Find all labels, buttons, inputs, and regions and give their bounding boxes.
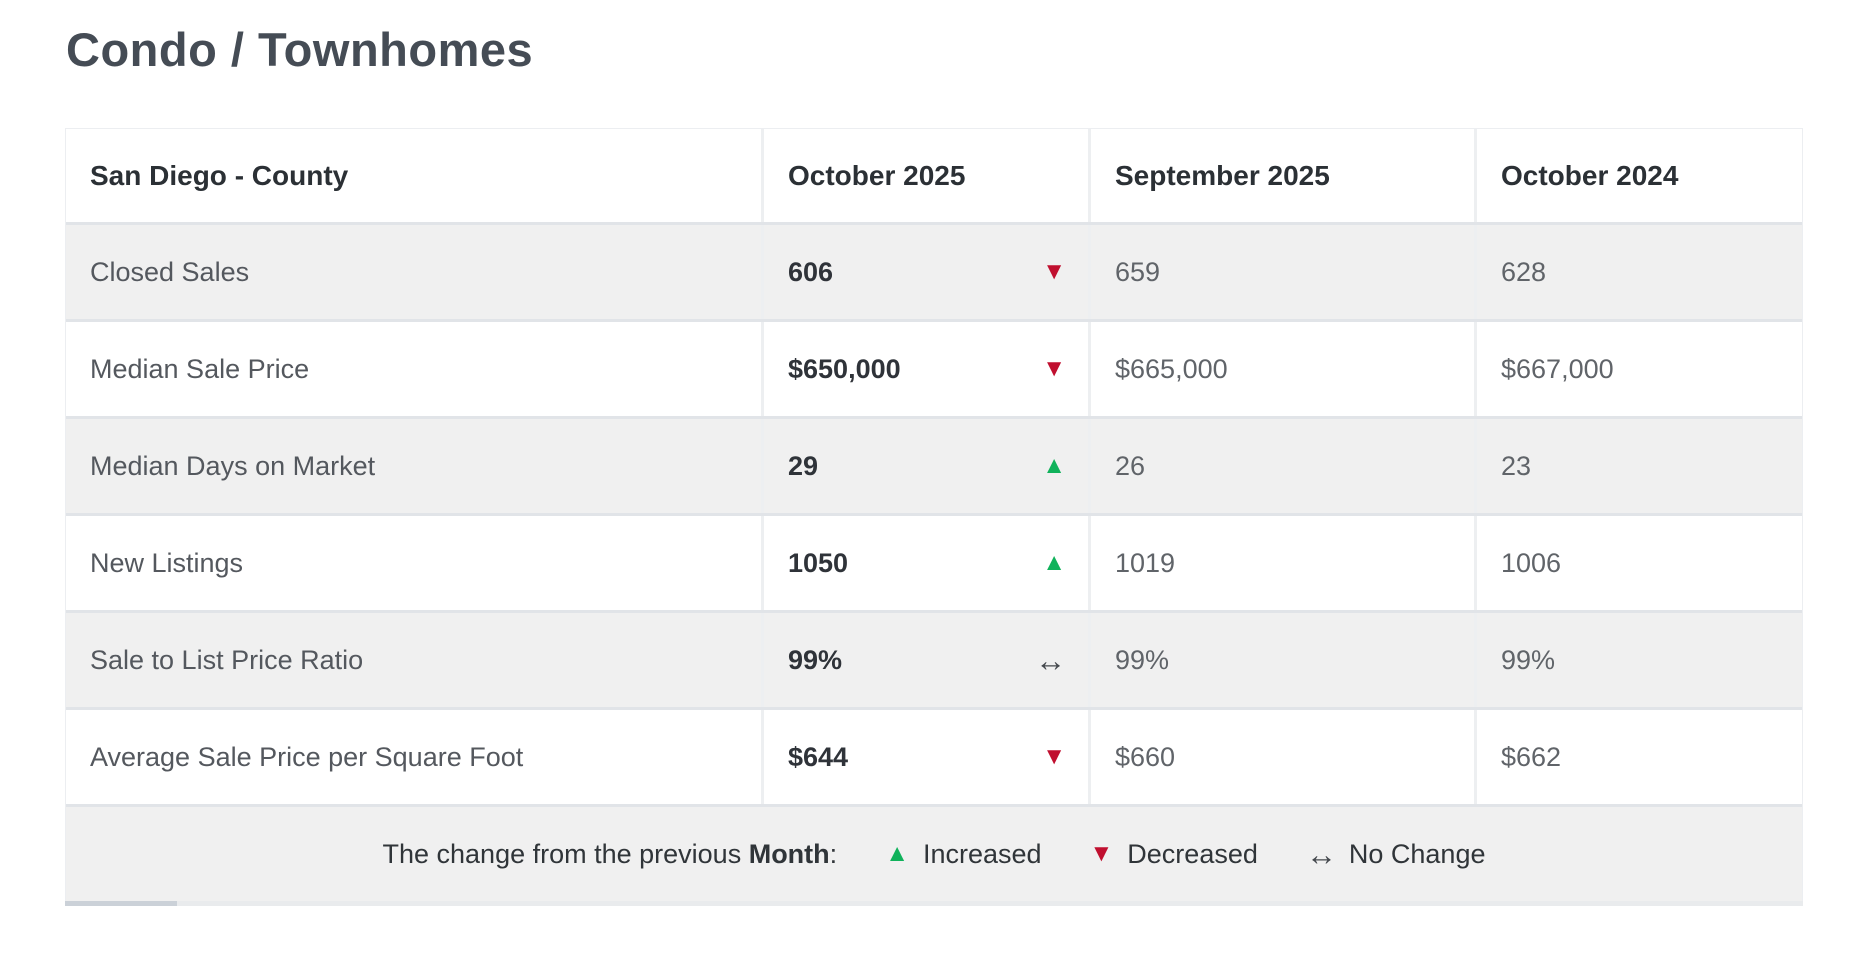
previous-month-value: 99% [1091,613,1477,707]
legend-label: Increased [922,838,1042,869]
page-title: Condo / Townhomes [66,23,534,76]
current-value-cell [764,322,1091,416]
legend-item-no-change [1305,836,1486,872]
legend-label: No Change [1348,838,1486,869]
previous-year-value: 628 [1477,225,1802,319]
previous-month-value: 26 [1091,419,1477,513]
column-header-region: San Diego - County [66,129,764,222]
current-value: 29 [788,450,819,481]
legend-label: Decreased [1127,838,1258,869]
trend-down-icon: ▼ [1042,743,1066,770]
trend-down-icon: ▼ [1042,258,1066,285]
metric-label: Closed Sales [66,225,764,319]
previous-month-value: $660 [1091,710,1477,804]
previous-month-value: $665,000 [1091,322,1477,416]
trend-down-icon: ▼ [1089,840,1114,867]
previous-year-value: 23 [1477,419,1802,513]
metric-label: Median Days on Market [66,419,764,513]
trend-no-change-icon: ↔ [1035,642,1066,678]
current-value-cell [764,613,1091,707]
previous-month-value: 1019 [1091,516,1477,610]
legend-item-decreased [1090,839,1258,870]
current-value-cell [764,419,1091,513]
current-value: $644 [788,741,849,772]
trend-down-icon: ▼ [1042,355,1066,382]
previous-month-value: 659 [1091,225,1477,319]
trend-no-change-icon: ↔ [1305,836,1337,872]
column-header-current-month: October 2025 [764,129,1091,222]
current-value-cell [764,225,1091,319]
current-value: 606 [788,256,834,287]
current-value-cell [764,516,1091,610]
legend-text: The change from the previous Month: [382,838,838,869]
current-value: $650,000 [788,353,901,384]
current-value-cell [764,710,1091,804]
previous-year-value: $662 [1477,710,1802,804]
previous-year-value: $667,000 [1477,322,1802,416]
trend-up-icon: ▲ [1042,549,1066,576]
column-header-previous-year: October 2024 [1477,129,1802,222]
trend-up-icon: ▲ [885,840,909,867]
current-value: 1050 [788,547,849,578]
metric-label: New Listings [66,516,764,610]
scrollbar-thumb[interactable] [65,901,177,906]
metric-label: Sale to List Price Ratio [66,613,764,707]
current-value: 99% [788,644,843,675]
column-header-previous-month: September 2025 [1091,129,1477,222]
previous-year-value: 1006 [1477,516,1802,610]
horizontal-scrollbar[interactable] [65,901,1803,906]
legend-item-increased [885,839,1041,870]
market-stats-table [65,128,1803,902]
legend-bold-word: Month [748,838,830,869]
legend-row [66,807,1802,901]
trend-up-icon: ▲ [1042,452,1066,479]
metric-label: Median Sale Price [66,322,764,416]
previous-year-value: 99% [1477,613,1802,707]
metric-label: Average Sale Price per Square Foot [66,710,764,804]
